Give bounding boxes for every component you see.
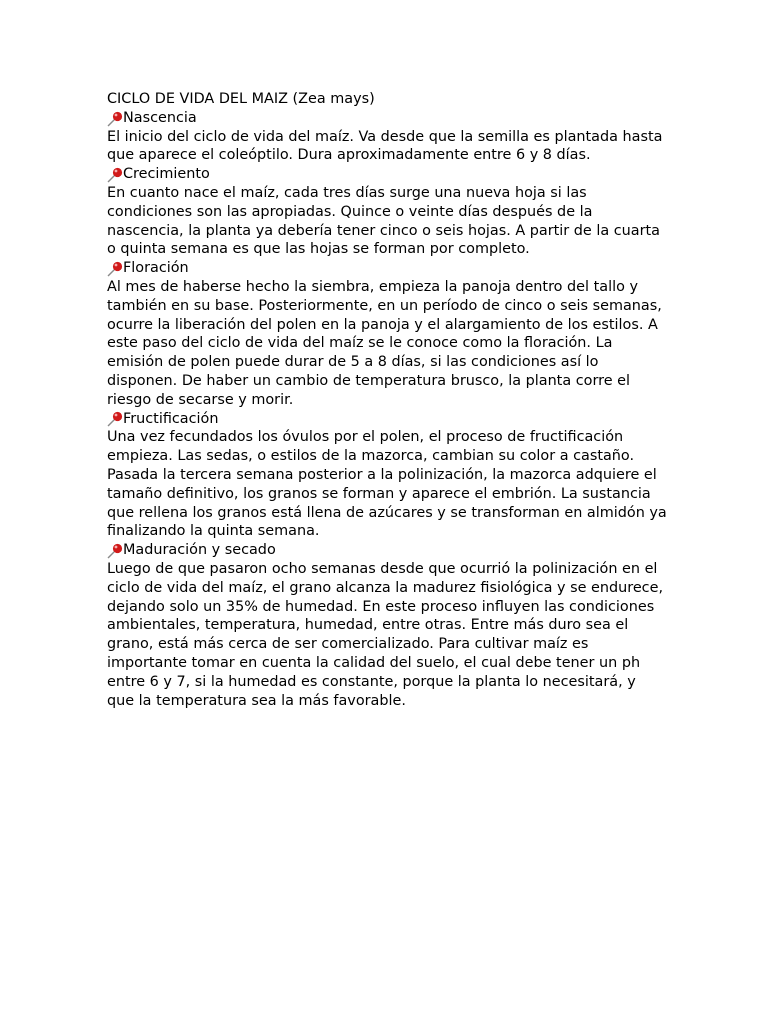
section-heading-label: Nascencia [123, 109, 197, 126]
section-heading [107, 165, 667, 184]
pushpin-icon [107, 261, 123, 277]
section-heading-label: Fructificación [123, 410, 219, 427]
section-heading [107, 259, 667, 278]
document-page [107, 90, 667, 710]
pushpin-icon [107, 411, 123, 427]
section-crecimiento [107, 165, 667, 259]
section-heading [107, 541, 667, 560]
section-paragraph: El inicio del ciclo de vida del maíz. Va desde que la semilla es plantada hasta que aparece el coleóptilo. Dura aproximadamente entre 6 y 8 días. [107, 128, 663, 164]
section-heading [107, 109, 667, 128]
section-paragraph: Una vez fecundados los óvulos por el polen, el proceso de fructificación empieza. Las sedas, o estilos de la mazorca, cambian su color a castaño. Pasada la tercera semana posterior a la polinización, la mazorca adquiere el tamaño definitivo, los granos se forman y aparece el embrión. La sustancia que rellena los granos está llena de azúcares y se transforman en almidón ya finalizando la quinta semana. [107, 429, 667, 540]
section-floracion [107, 259, 667, 409]
pushpin-icon [107, 111, 123, 127]
section-paragraph: En cuanto nace el maíz, cada tres días surge una nueva hoja si las condiciones son las apropiadas. Quince o veinte días después de la nascencia, la planta ya debería tener cinco o seis hojas. A partir de la cuarta o quinta semana es que las hojas se forman por completo. [107, 184, 660, 258]
section-heading [107, 410, 667, 429]
section-paragraph: Al mes de haberse hecho la siembra, empieza la panoja dentro del tallo y también en su base. Posteriormente, en un período de cinco o seis semanas, ocurre la liberación del polen en la panoja y el alargamiento de los estilos. A este paso del ciclo de vida del maíz se le conoce como la floración. La emisión de polen puede durar de 5 a 8 días, si las condiciones así lo disponen. De haber un cambio de temperatura brusco, la planta corre el riesgo de secarse y morir. [107, 278, 662, 408]
section-heading-label: Crecimiento [123, 166, 210, 183]
pushpin-icon [107, 167, 123, 183]
section-nascencia [107, 109, 667, 165]
section-heading-label: Maduración y secado [123, 542, 276, 559]
pushpin-icon [107, 543, 123, 559]
section-fructificacion [107, 410, 667, 542]
document-title: CICLO DE VIDA DEL MAIZ (Zea mays) [107, 91, 375, 107]
section-maduracion [107, 541, 667, 710]
section-heading-label: Floración [123, 260, 189, 277]
section-paragraph: Luego de que pasaron ocho semanas desde que ocurrió la polinización en el ciclo de vida del maíz, el grano alcanza la madurez fisiológica y se endurece, dejando solo un 35% de humedad. En este proceso influyen las condiciones ambientales, temperatura, humedad, entre otras. Entre más duro sea el grano, está más cerca de ser comercializado. Para cultivar maíz es importante tomar en cuenta la calidad del suelo, el cual debe tener un ph entre 6 y 7, si la humedad es constante, porque la planta lo necesitará, y que la temperatura sea la más favorable. [107, 560, 664, 709]
